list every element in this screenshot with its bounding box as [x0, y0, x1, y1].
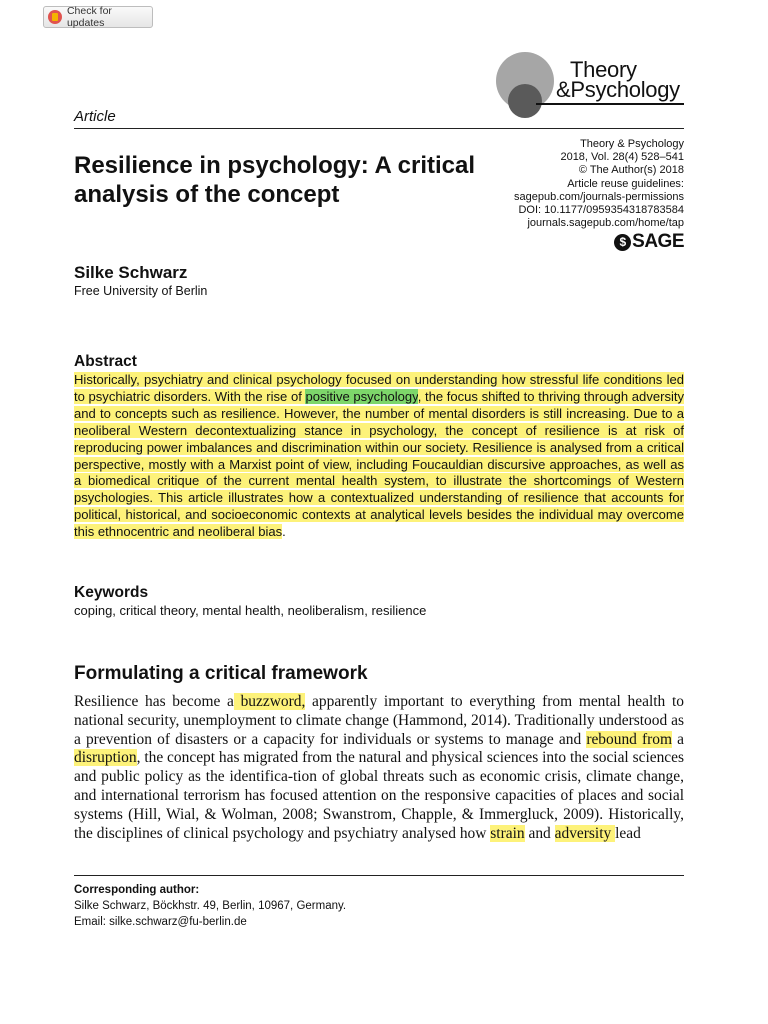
highlight: rebound from [586, 730, 673, 748]
check-for-updates-button[interactable] [43, 6, 153, 28]
abstract-text [74, 372, 684, 541]
logo-underline [536, 103, 684, 105]
meta-journal-link[interactable]: journals.sagepub.com/home/tap [527, 217, 684, 230]
highlight: buzzword, [233, 693, 306, 710]
highlight: Historically, psychiatry and clinical psychology focused on understanding how stressful life conditions led to psychiatric disorders. With the rise of [74, 372, 684, 404]
logo-circle-dark [508, 84, 542, 118]
keywords-heading: Keywords [74, 584, 149, 601]
meta-copyright: © The Author(s) 2018 [578, 164, 684, 177]
highlight: disruption [74, 749, 137, 767]
meta-reuse-label: Article reuse guidelines: [567, 177, 684, 190]
corresponding-author-heading: Corresponding author: [74, 884, 200, 896]
meta-permissions-link[interactable]: sagepub.com/journals-permissions [514, 190, 684, 203]
body-text: , the concept has migrated from the natural and physical sciences into the social sciences and public policy as the identifica-tion of global threats such as economic crisis, climate change, and international terrorism has focused attention on the responsive capacities of places and social systems (Hill, Wial, & Wolman, 2008; Swanstrom, Chapple, & Immergluck, 2009). Historically, the disciplines of clinical psychology and psychiatry analysed how [74, 749, 685, 842]
highlight: adversity [554, 824, 616, 842]
page-title: Resilience in psychology: A critical analysis of the concept [74, 152, 476, 208]
sage-icon: $ [614, 234, 631, 251]
keywords-text: coping, critical theory, mental health, neoliberalism, resilience [74, 603, 427, 618]
meta-volume: 2018, Vol. 28(4) 528–541 [560, 151, 684, 164]
body-paragraph [74, 693, 684, 843]
bookmark-icon [48, 10, 62, 24]
footnote-divider [74, 875, 684, 876]
body-text: Resilience has become a [74, 693, 234, 710]
abstract-end: . [282, 524, 286, 540]
section-heading: Formulating a critical framework [74, 663, 368, 684]
publisher-logo [614, 231, 684, 253]
logo-line-2: &Psychology [556, 77, 680, 102]
meta-journal: Theory & Psychology [580, 138, 684, 150]
highlight-green: positive psychology [305, 388, 418, 404]
abstract-heading: Abstract [74, 353, 137, 370]
journal-logo [494, 52, 694, 122]
highlight: , the focus shifted to thriving through adversity and to concepts such as resilience. However, the number of mental disorders is still increasing. Due to a neoliberal Western decontextualizing stance in psychology, the concept of resilience is at risk of reproducing power imbalances and discrimination within our society. Resilience is analysed from a critical perspective, mostly with a Marxist point of view, including Foucauldian discursive approaches, as well as a biomedical critique of the current mental health system, to illustrate the shortcomings of Western psychologies. This article illustrates how a contextualized understanding of resilience that accounts for political, historical, and socioeconomic contexts at analytical levels besides the individual may overcome this ethnocentric and neoliberal bias [74, 388, 685, 540]
body-text: apparently important to everything from mental health to national security, unemployment to climate change (Hammond, 2014). Traditionally understood as a prevention of disasters or a capacity for individuals or systems to manage and [74, 693, 684, 748]
author-name: Silke Schwarz [74, 263, 188, 282]
journal-metadata [514, 138, 684, 230]
corresponding-author-email[interactable]: Email: silke.schwarz@fu-berlin.de [74, 916, 247, 928]
corresponding-author-address: Silke Schwarz, Böckhstr. 49, Berlin, 10967, Germany. [74, 900, 347, 912]
check-for-updates-label: Check for updates [66, 5, 112, 29]
body-text: lead [615, 824, 641, 842]
logo-line-1: Theory [570, 57, 637, 82]
body-text: and [524, 824, 555, 842]
article-type-label: Article [74, 108, 116, 125]
body-text: a [672, 730, 684, 748]
header-divider [74, 128, 684, 129]
meta-doi[interactable]: DOI: 10.1177/0959354318783584 [518, 204, 684, 217]
author-affiliation: Free University of Berlin [74, 284, 208, 298]
publisher-name: SAGE [632, 231, 684, 252]
highlight: strain [490, 824, 525, 842]
